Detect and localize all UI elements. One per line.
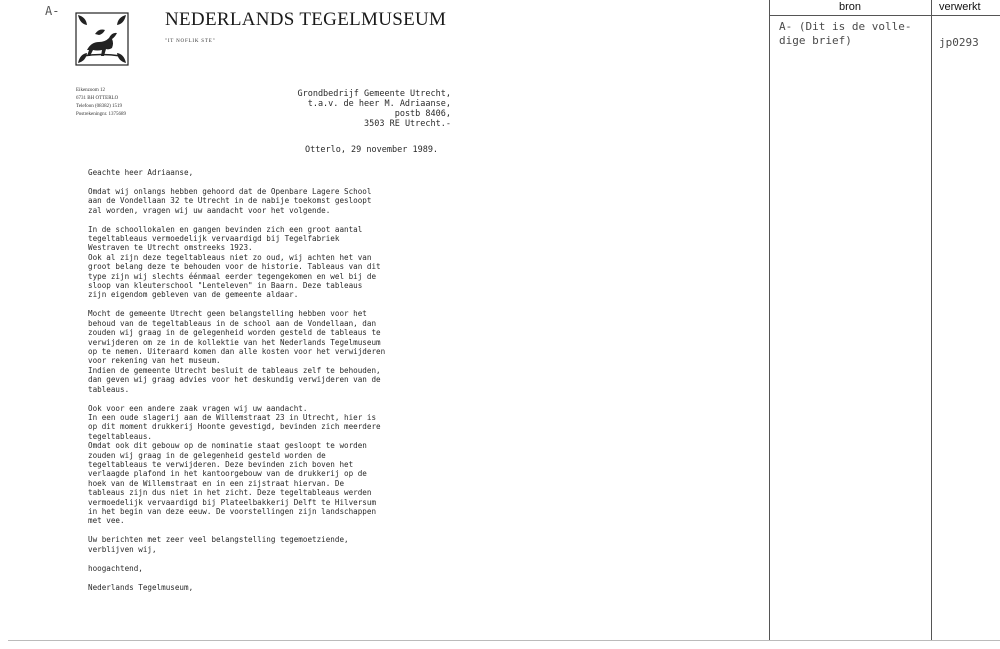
letter-paragraph: [88, 404, 453, 526]
letter-line: tableaus.: [88, 384, 130, 394]
letter-paragraph: [88, 535, 453, 554]
letter-paragraphs: [88, 187, 453, 592]
letter-line: zal worden, vragen wij uw aandacht voor het volgende.: [88, 205, 331, 215]
page-marker: A-: [45, 4, 60, 18]
letter-line: verwijderen om ze in de kollektie van het Nederlands Tegelmuseum: [88, 337, 381, 347]
verwerkt-column-header: verwerkt: [939, 1, 981, 13]
letter-line: dan geven wij graag advies voor het deskundig verwijderen van de: [88, 375, 381, 385]
letter-line: Indien de gemeente Utrecht besluit de tableaus zelf te behouden,: [88, 365, 381, 375]
letter-line: Westraven te Utrecht omstreeks 1923.: [88, 243, 253, 253]
letter-line: tegeltableaus vermoedelijk vervaardigd bij Tegelfabriek: [88, 234, 340, 244]
letter-line: op te nemen. Uiteraard komen dan alle kosten voor het verwijderen: [88, 347, 386, 356]
letter-paragraph: [88, 583, 453, 592]
letter-line: voor rekening van het museum.: [88, 356, 221, 366]
bron-note-line: dige brief): [779, 34, 852, 47]
letter-line: Omdat wij onlangs hebben gehoord dat de Openbare Lagere School: [88, 186, 372, 196]
recipient-line: 3503 RE Utrecht.-: [364, 119, 451, 129]
letter-line: type zijn wij slechts éénmaal eerder tegengekomen en wel bij de: [88, 271, 377, 281]
letter-line: met vee.: [88, 516, 125, 526]
letter-line: sloop van kleuterschool "Lenteleven" in Baarn. Deze tableaus: [88, 281, 363, 291]
bron-column-header: bron: [839, 1, 862, 13]
letter-line: verblijven wij,: [88, 544, 157, 554]
museum-logo: [75, 12, 129, 66]
letter-line: hoek van de Willemstraat en in een zijstraat hiervan. De: [88, 478, 345, 488]
address-line: Eikenzoom 12: [76, 88, 106, 93]
address-line: 6731 BH OTTERLO: [76, 96, 119, 101]
letter-line: zijn eigendom gebleven van de gemeente aldaar.: [88, 290, 299, 300]
letter-line: verlaagde plafond in het kantoorgebouw van de drukkerij op de: [88, 469, 367, 479]
letter-paragraph: [88, 309, 453, 394]
letter-line: Mocht de gemeente Utrecht geen belangstelling hebben voor het: [88, 309, 367, 319]
letter-line: tegeltableaus.: [88, 431, 153, 441]
letter-body: [88, 168, 453, 601]
museum-address: [76, 87, 126, 119]
letter-line: Uw berichten met zeer veel belangstelling tegemoetziende,: [88, 535, 349, 545]
bottom-rule: [8, 640, 1000, 641]
sidebar-divider-mid: [931, 0, 932, 641]
letter-date: Otterlo, 29 november 1989.: [305, 145, 439, 155]
recipient-line: postb 8406,: [394, 109, 451, 119]
address-line: Telefoon (08382) 1519: [76, 104, 123, 109]
header-underline: [769, 15, 1000, 16]
museum-motto: "IT NOFLIK STE": [165, 39, 216, 44]
letter-line: In een oude slagerij aan de Willemstraat 23 in Utrecht, hier is: [88, 412, 377, 422]
letter-paragraph: [88, 187, 453, 215]
letter-line: Nederlands Tegelmuseum,: [88, 582, 194, 592]
letter-line: Omdat ook dit gebouw op de nominatie staat gesloopt te worden: [88, 441, 367, 451]
address-line: Postrekeningnr. 1375689: [76, 112, 126, 117]
letter-line: zouden wij graag in de gelegenheid worden gesteld de tableaus te: [88, 328, 381, 338]
letter-line: tegeltableaus te verwijderen. Deze bevinden zich boven het: [88, 459, 354, 469]
letter-line: in het begin van deze eeuw. De voorstellingen zijn landschappen: [88, 507, 377, 516]
letter-line: behoud van de tegeltableaus in de school aan de Vondellaan, dan: [88, 318, 377, 328]
sidebar-divider-left: [769, 0, 770, 641]
letter-line: aan de Vondellaan 32 te Utrecht in de nabije toekomst gesloopt: [88, 196, 372, 206]
letter-line: op dit moment drukkerij Hoonte gevestigd, bevinden zich meerdere: [88, 422, 381, 432]
letter-paragraph: [88, 564, 453, 573]
letter-line: Ook voor een andere zaak vragen wij uw aandacht.: [88, 403, 308, 413]
letter-paragraph: [88, 225, 453, 300]
letter-line: In de schoollokalen en gangen bevinden zich een groot aantal: [88, 224, 363, 234]
bron-note-line: A- (Dit is de volle-: [779, 20, 912, 33]
letter-line: tableaus zijn dus niet in het zicht. Deze tegeltableaus werden: [88, 488, 372, 498]
letter-line: hoogachtend,: [88, 563, 143, 573]
recipient-line: t.a.v. de heer M. Adriaanse,: [307, 99, 451, 109]
letter-line: zouden wij graag in de gelegenheid gesteld worden de: [88, 450, 326, 460]
verwerkt-code: jp0293: [939, 36, 979, 49]
bron-note: [779, 20, 911, 48]
recipient-line: Grondbedrijf Gemeente Utrecht,: [297, 89, 451, 99]
recipient-address: [285, 89, 451, 129]
letter-line: groot belang deze te behouden voor de historie. Tableaus van dit: [88, 262, 381, 272]
letter-line: vermoedelijk vervaardigd bij Plateelbakkerij Delft te Hilversum: [88, 497, 377, 507]
salutation: Geachte heer Adriaanse,: [88, 168, 194, 177]
museum-title: NEDERLANDS TEGELMUSEUM: [165, 9, 447, 30]
tile-emblem-icon: [75, 12, 129, 66]
letter-line: Ook al zijn deze tegeltableaus niet zo oud, wij achten het van: [88, 252, 372, 262]
